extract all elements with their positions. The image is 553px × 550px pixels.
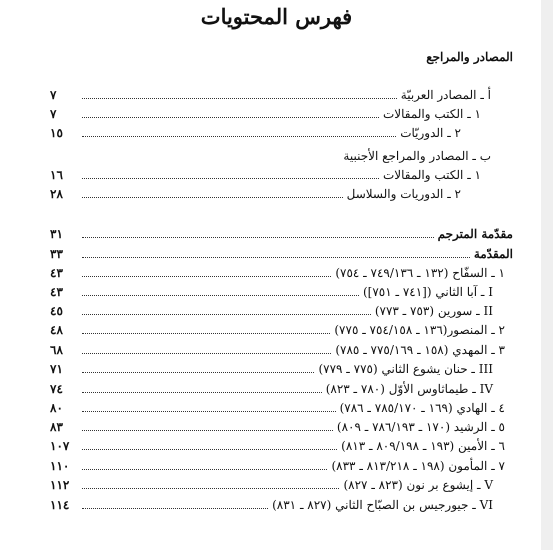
dot-leader [82,197,343,198]
toc-entry-page: ٧ [50,88,57,102]
toc-entry-label: المقدّمة [473,247,513,261]
toc-entry [50,184,513,202]
toc-entry [50,359,513,377]
toc-entry [50,146,513,164]
toc-entry-label: ١ ـ الكتب والمقالات [382,168,481,182]
dot-leader [82,276,331,277]
dot-leader [82,488,339,489]
dot-leader [82,411,336,412]
dot-leader [82,372,314,373]
toc-entry-page: ٨٣ [50,420,63,434]
toc-entry-label: مقدّمة المترجم [437,227,513,241]
page-title: فهرس المحتويات [200,4,353,29]
toc-entry-label: I ـ آبا الثاني ([٧٤١ ـ ٧٥١]) [362,285,493,299]
toc-entry [50,47,513,65]
toc-entry-label: ٧ ـ المأمون (١٩٨ ـ ٨١٣/٢١٨ ـ ٨٣٣) [331,459,505,473]
toc-entry-page: ١١٠ [50,459,70,473]
dot-leader [82,430,333,431]
dot-leader [82,333,330,334]
toc-entry-page: ٦٨ [50,343,63,357]
toc-entry-page: ١٥ [50,126,63,140]
toc-entry [50,340,513,358]
dot-leader [82,392,322,393]
toc-entry-label: ٢ ـ المنصور(١٣٦ ـ ٧٥٤/١٥٨ ـ ٧٧٥) [334,323,505,337]
toc-entry [50,436,513,454]
dot-leader [82,136,396,137]
toc-entry-label: ٤ ـ الهادي (١٦٩ ـ ٧٨٥/١٧٠ ـ ٧٨٦) [339,401,505,415]
toc-entry-label: ٦ ـ الأمين (١٩٣ ـ ٨٠٩/١٩٨ ـ ٨١٣) [341,439,505,453]
dot-leader [82,353,331,354]
toc-entry-page: ٧١ [50,362,63,376]
dot-leader [82,178,379,179]
toc-entry-page: ٣١ [50,227,63,241]
toc-entry-page: ٧ [50,107,57,121]
toc-entry-page: ٤٨ [50,323,63,337]
toc-entry [50,320,513,338]
toc-entry [50,301,513,319]
toc-entry-label: III ـ حنان يشوع الثاني (٧٧٥ ـ ٧٧٩) [318,362,493,376]
toc-entry [50,263,513,281]
dot-leader [82,295,359,296]
toc-entry [50,475,513,493]
toc-entry [50,495,513,513]
dot-leader [82,469,327,470]
dot-leader [82,314,371,315]
toc-entry [50,104,513,122]
toc-entry-label: II ـ سورين (٧٥٣ ـ ٧٧٣) [374,304,493,318]
toc-entry-page: ٤٣ [50,266,63,280]
toc-entry-label: IV ـ طيماثاوس الأوّل (٧٨٠ ـ ٨٢٣) [325,382,493,396]
toc-entry-page: ٣٣ [50,247,63,261]
toc-entry-page: ١١٤ [50,498,70,512]
page-edge [541,0,553,550]
toc-entry-page: ١٦ [50,168,63,182]
toc-entry-page: ٨٠ [50,401,63,415]
dot-leader [82,98,397,99]
toc-entry [50,379,513,397]
toc-entry [50,123,513,141]
toc-entry-label: ٥ ـ الرشيد (١٧٠ ـ ٧٨٦/١٩٣ ـ ٨٠٩) [336,420,505,434]
toc-entry-label: ٢ ـ الدوريات والسلاسل [346,187,461,201]
toc-entry-label: ١ ـ الكتب والمقالات [382,107,481,121]
toc-entry [50,244,513,262]
toc-entry-page: ٤٣ [50,285,63,299]
toc-entry [50,417,513,435]
toc-entry-page: ١٠٧ [50,439,70,453]
toc-entry-label: V ـ إيشوع بر نون (٨٢٣ ـ ٨٢٧) [343,478,493,492]
toc-entry-label: المصادر والمراجع [426,50,513,64]
toc-entry-label: VI ـ جيورجيس بن الصبّاح الثاني (٨٢٧ ـ ٨٣١) [272,498,493,512]
toc-entry-page: ١١٢ [50,478,70,492]
toc-entry-page: ٤٥ [50,304,63,318]
toc-entry-label: ب ـ المصادر والمراجع الأجنبية [343,149,491,163]
dot-leader [82,257,470,258]
dot-leader [82,117,379,118]
dot-leader [82,237,434,238]
toc-entry [50,282,513,300]
toc-entry-label: أ ـ المصادر العربيّة [400,88,491,102]
toc-entry-page: ٧٤ [50,382,63,396]
dot-leader [82,508,268,509]
dot-leader [82,449,337,450]
toc-entry-page: ٢٨ [50,187,63,201]
toc-entry-label: ٣ ـ المهدي (١٥٨ ـ ٧٧٥/١٦٩ ـ ٧٨٥) [335,343,505,357]
toc-entry [50,224,513,242]
toc-entry [50,456,513,474]
toc-entry-label: ٢ ـ الدوريّات [400,126,461,140]
toc-entry [50,165,513,183]
toc-entry-label: ١ ـ السفّاح (١٣٢ ـ ٧٤٩/١٣٦ ـ ٧٥٤) [335,266,505,280]
toc-entry [50,398,513,416]
toc-entry [50,85,513,103]
